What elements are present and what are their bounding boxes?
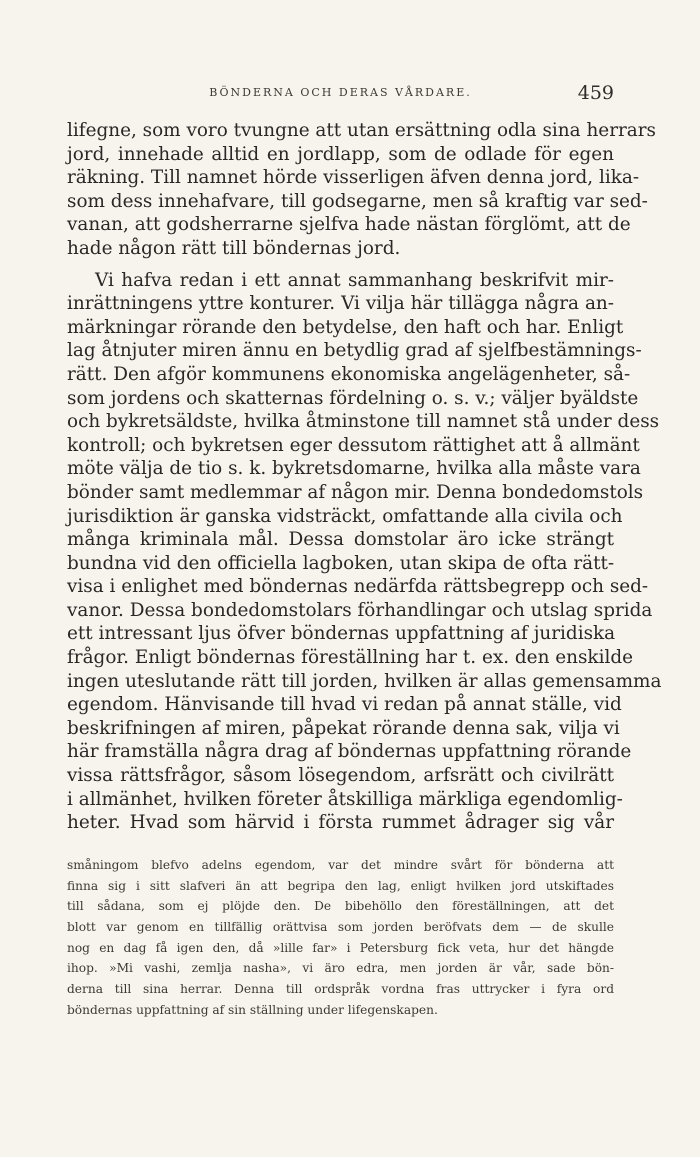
text-line: möte välja de tio s. k. bykretsdomarne, hvilka alla måste vara	[67, 458, 641, 480]
paragraph-gap	[67, 261, 614, 269]
text-line: egendom. Hänvisande till hvad vi redan på annat ställe, vid	[67, 694, 622, 716]
paragraph-1	[67, 119, 656, 261]
text-line: och bykretsäldste, hvilka åtminstone till namnet stå under dess	[67, 411, 660, 433]
footnote-line: nog en dag få igen den, då »lille far» i Petersburg fick veta, hur det hängde	[67, 940, 614, 955]
text-line: ett intressant ljus öfver böndernas uppfattning af juridiska	[67, 623, 616, 645]
footnote-line: ihop. »Mi vashi, zemlja nasha», vi äro edra, men jorden är vår, sade bön-	[67, 961, 614, 976]
footnote-line: derna till sina herrar. Denna till ordspråk vordna fras uttrycker i fyra ord	[67, 982, 614, 997]
text-line: frågor. Enligt böndernas föreställning har t. ex. den enskilde	[67, 647, 633, 669]
text-line: Vi hafva redan i ett annat sammanhang beskrifvit mir-	[95, 269, 614, 291]
text-line: jord, innehade alltid en jordlapp, som de odlade för egen	[67, 143, 614, 165]
text-line: kontroll; och bykretsen eger dessutom rättighet att å allmänt	[67, 434, 640, 456]
running-title: BÖNDERNA OCH DERAS VÅRDARE.	[209, 86, 472, 99]
text-line: lifegne, som voro tvungne att utan ersättning odla sina herrars	[67, 120, 656, 141]
text-line: som dess innehafvare, till godsegarne, men så kraftig var sed-	[67, 190, 648, 212]
text-line: beskrifningen af miren, påpekat rörande denna sak, vilja vi	[67, 717, 620, 739]
text-line: inrättningens yttre konturer. Vi vilja här tillägga några an-	[67, 293, 614, 315]
text-line: bönder samt medlemmar af någon mir. Denna bondedomstols	[67, 481, 644, 503]
text-line: visa i enlighet med böndernas nedärfda rättsbegrepp och sed-	[67, 576, 649, 598]
text-line: som jordens och skatternas fördelning o. s. v.; väljer byäldste	[67, 387, 639, 409]
text-line: här framställa några drag af böndernas uppfattning rörande	[67, 741, 632, 763]
paragraph-2	[67, 269, 662, 835]
book-page	[67, 82, 662, 1020]
text-line: lag åtnjuter miren ännu en betydlig grad af sjelfbestämnings-	[67, 340, 642, 362]
page-number: 459	[577, 82, 614, 104]
text-line: räkning. Till namnet hörde visserligen äfven denna jord, lika-	[67, 167, 640, 189]
text-line: rätt. Den afgör kommunens ekonomiska angelägenheter, så-	[67, 363, 631, 385]
text-line: vissa rättsfrågor, såsom lösegendom, arfsrätt och civilrätt	[67, 765, 614, 787]
text-line: heter. Hvad som härvid i första rummet ådrager sig vår	[67, 812, 614, 834]
footnote-line: till sådana, som ej plöjde den. De bibehöllo den föreställningen, att det	[67, 899, 614, 914]
text-line: vanor. Dessa bondedomstolars förhandlingar och utslag sprida	[67, 599, 653, 621]
text-line: bundna vid den officiella lagboken, utan skipa de ofta rätt-	[67, 552, 615, 574]
text-line: många kriminala mål. Dessa domstolar äro icke strängt	[67, 529, 614, 551]
running-header	[67, 84, 614, 110]
text-line: ingen uteslutande rätt till jorden, hvilken är allas gemensamma	[67, 670, 662, 692]
text-line: vanan, att godsherrarne sjelfva hade nästan förglömt, att de	[67, 214, 631, 236]
footnote	[67, 855, 614, 1021]
text-line: i allmänhet, hvilken företer åtskilliga märkliga egendomlig-	[67, 788, 623, 810]
text-line: jurisdiktion är ganska vidsträckt, omfattande alla civila och	[67, 505, 623, 527]
footnote-line: småningom blefvo adelns egendom, var det mindre svårt för bönderna att	[67, 857, 614, 872]
text-line: hade någon rätt till böndernas jord.	[67, 237, 401, 259]
footnote-line: finna sig i sitt slafveri än att begripa den lag, enligt hvilken jord utskiftades	[67, 878, 614, 893]
body-text	[67, 119, 662, 835]
text-line: märkningar rörande den betydelse, den haft och har. Enligt	[67, 316, 624, 338]
footnote-line: böndernas uppfattning af sin ställning under lifegenskapen.	[67, 1002, 438, 1017]
footnote-line: blott var genom en tillfällig orättvisa som jorden beröfvats dem — de skulle	[67, 919, 614, 934]
